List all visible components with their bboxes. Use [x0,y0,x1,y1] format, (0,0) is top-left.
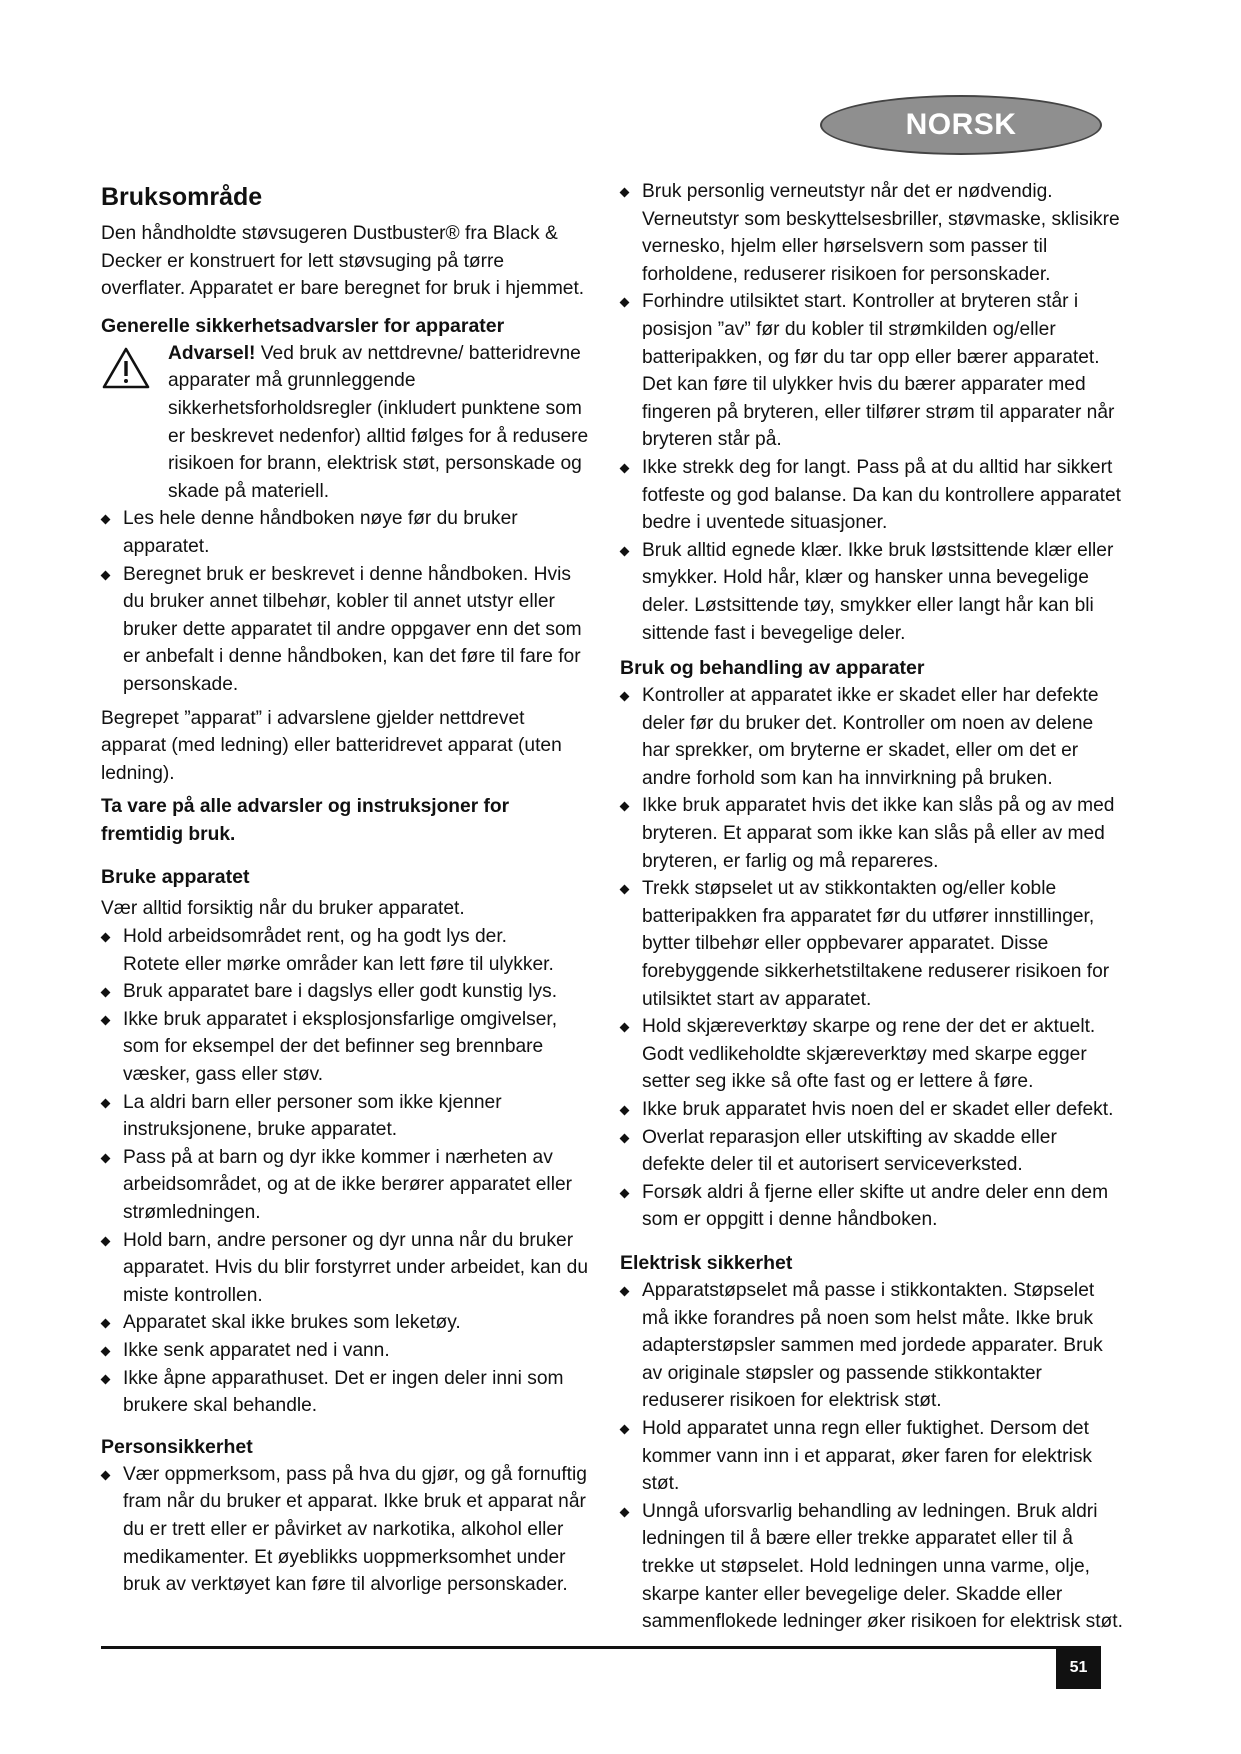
bullet-icon [620,1023,630,1033]
general-safety-heading: Generelle sikkerhetsadvarsler for apparater [101,314,505,337]
bullet-icon [101,988,111,998]
bullet-icon [101,933,111,943]
electrical-list [620,1277,1125,1636]
bullet-icon [620,1188,630,1198]
warning-triangle-icon [101,346,151,390]
bullet-icon [620,802,630,812]
list-item [620,537,1125,647]
list-item-text: Ikke strekk deg for langt. Pass på at du alltid har sikkert fotfeste og god balanse. Da kan du kontrollere apparatet bedre i uventede situasjoner. [642,456,1121,534]
bullet-icon [101,1347,111,1357]
list-item [620,875,1125,1013]
list-item-text: Kontroller at apparatet ikke er skadet eller har defekte deler før du bruker det. Kontroller om noen av delene har sprekker, om bryterne er skadet, eller om det er andre forhold som kan ha innvirkning på bruken. [642,685,1099,789]
list-item [101,1309,593,1337]
intro-paragraph: Den håndholdte støvsugeren Dustbuster® fra Black & Decker er konstruert for lett støvsuging på tørre overflater. Apparatet er bare beregnet for bruk i hjemmet. [101,223,585,300]
bullet-icon [620,1133,630,1143]
list-item [101,1461,593,1599]
list-item-text: Apparatet skal ikke brukes som leketøy. [123,1312,461,1334]
list-item-text: Unngå uforsvarlig behandling av ledningen. Bruk aldri ledningen til å bære eller trekke apparatet eller til å trekke ut støpselet. Hold ledningen unna varme, olje, skarpe kanter eller bevegelige deler. Skadde eller sammenflokede ledninger øker risikoen for elektrisk støt. [642,1500,1123,1633]
use-intro: Vær alltid forsiktig når du bruker apparatet. [101,898,465,920]
bullet-icon [101,1374,111,1384]
list-item-text: Bruk personlig verneutstyr når det er nødvendig. Verneutstyr som beskyttelsesbriller, støvmaske, sklisikre vernesko, hjelm eller hørselsvern som passer til forholdene, reduserer risikoen for personskader. [642,181,1120,285]
list-item [101,1365,593,1420]
bullet-icon [101,1470,111,1480]
list-item [101,1227,593,1310]
use-heading: Bruke apparatet [101,866,250,889]
bullet-icon [620,1507,630,1517]
bullet-icon [101,1098,111,1108]
bullet-icon [620,463,630,473]
list-item-text: Hold skjæreverktøy skarpe og rene der det er aktuelt. Godt vedlikeholdte skjæreverktøy med skarpe egger setter seg ikke så ofte fast og er lettere å føre. [642,1016,1096,1093]
use-list [101,923,593,1420]
list-item [620,454,1125,537]
electrical-heading: Elektrisk sikkerhet [620,1251,793,1274]
list-item-text: Ikke bruk apparatet hvis noen del er skadet eller defekt. [642,1099,1114,1120]
list-item-text: Pass på at barn og dyr ikke kommer i nærheten av arbeidsområdet, og at de ikke berører apparatet eller strømledningen. [123,1146,573,1223]
bullet-icon [620,1287,630,1297]
bullet-icon [101,515,111,525]
list-item-text: Hold apparatet unna regn eller fuktighet. Dersom det kommer vann inn i et apparat, øker faren for elektrisk støt. [642,1417,1093,1495]
bullet-icon [620,1106,630,1116]
list-item [101,923,593,978]
list-item [620,178,1125,288]
general-list [101,505,593,698]
list-item-text: Vær oppmerksom, pass på hva du gjør, og gå fornuftig fram når du bruker et apparat. Ikke bruk et apparat når du er trett eller er påvirket av narkotika, alkohol eller medikamenter. Et øyeblikks uoppmerksomhet under bruk av verktøyet kan føre til alvorlige personskader. [123,1463,587,1596]
page-title: Bruksområde [101,183,263,211]
language-badge: NORSK [820,95,1102,155]
list-item-text: Ikke åpne apparathuset. Det er ingen deler inni som brukere skal behandle. [123,1367,564,1417]
personal-list-continued [620,178,1125,647]
list-item [620,1179,1125,1234]
list-item [101,1006,593,1089]
bullet-icon [620,298,630,308]
list-item [620,792,1125,875]
list-item [101,978,593,1006]
bullet-icon [101,570,111,580]
bullet-icon [620,188,630,198]
list-item-text: Ikke senk apparatet ned i vann. [123,1339,390,1361]
right-column [620,178,1125,1636]
bullet-icon [620,1424,630,1434]
list-item-text: Les hele denne håndboken nøye før du bruker apparatet. [123,508,518,557]
list-item [620,1013,1125,1096]
bullet-icon [101,1319,111,1329]
bullet-icon [620,692,630,702]
list-item [620,1415,1125,1498]
bullet-icon [620,885,630,895]
list-item-text: Forhindre utilsiktet start. Kontroller at bryteren står i posisjon ”av” før du kobler til strømkilden og/eller batteripakken, og før du tar opp eller bærer apparatet. Det kan føre til ulykker hvis du bærer apparater med fingeren på bryteren, eller tilfører strøm til apparater når bryteren står på. [642,291,1115,451]
footer-rule [101,1646,1101,1649]
list-item-text: Apparatstøpselet må passe i stikkontakten. Støpselet må ikke forandres på noen som helst måte. Ikke bruk adapterstøpsler sammen med jordede apparater. Bruk av originale støpsler og passende stikkontakter reduserer risikoen for elektrisk støt. [642,1279,1103,1412]
list-item [620,1096,1125,1124]
warning-block [101,340,593,506]
bullet-icon [101,1015,111,1025]
keep-instructions: Ta vare på alle advarsler og instruksjoner for fremtidig bruk. [101,796,510,845]
list-item [101,1144,593,1227]
list-item-text: Overlat reparasjon eller utskifting av skadde eller defekte deler til et autorisert serviceverksted. [642,1126,1057,1176]
list-item-text: Bruk alltid egnede klær. Ikke bruk løstsittende klær eller smykker. Hold hår, klær og hansker unna bevegelige deler. Løstsittende tøy, smykker eller langt hår kan bli sittende fast i bevegelige deler. [642,539,1114,644]
list-item [101,561,593,699]
list-item-text: Beregnet bruk er beskrevet i denne håndboken. Hvis du bruker annet tilbehør, kobler til annet utstyr eller bruker dette apparatet til andre oppgaver enn det som er anbefalt i denne håndboken, kan det føre til fare for personskade. [123,563,582,695]
personal-safety-heading: Personsikkerhet [101,1435,253,1458]
bullet-icon [620,546,630,556]
list-item-text: Ikke bruk apparatet hvis det ikke kan slås på og av med bryteren. Et apparat som ikke kan slås på eller av med bryteren, er farlig og må repareres. [642,795,1115,872]
left-column [101,178,593,1599]
list-item [620,1124,1125,1179]
list-item-text: La aldri barn eller personer som ikke kjenner instruksjonene, bruke apparatet. [123,1091,502,1141]
list-item [101,505,593,560]
list-item-text: Forsøk aldri å fjerne eller skifte ut andre deler enn dem som er oppgitt i denne håndboken. [642,1181,1109,1231]
apparatus-note: Begrepet ”apparat” i advarslene gjelder nettdrevet apparat (med ledning) eller batteridrevet apparat (uten ledning). [101,707,562,784]
list-item [620,288,1125,454]
list-item [101,1337,593,1365]
bullet-icon [101,1236,111,1246]
list-item-text: Hold arbeidsområdet rent, og ha godt lys der. [123,926,507,948]
care-heading: Bruk og behandling av apparater [620,657,925,680]
personal-list [101,1461,593,1599]
warning-label: Advarsel! [168,342,256,364]
list-item-text: Hold barn, andre personer og dyr unna når du bruker apparatet. Hvis du blir forstyrret under arbeidet, kan du miste kontrollen. [123,1229,589,1306]
list-item-text: Trekk støpselet ut av stikkontakten og/eller koble batteripakken fra apparatet før du utfører innstillinger, bytter tilbehør eller oppbevarer apparatet. Disse forebyggende sikkerhetstiltakene reduserer risikoen for utilsiktet start av apparatet. [642,878,1110,1010]
list-item [620,1498,1125,1636]
list-item-subtext: Rotete eller mørke områder kan lett føre til ulykker. [123,953,554,975]
list-item [620,1277,1125,1415]
list-item-text: Ikke bruk apparatet i eksplosjonsfarlige omgivelser, som for eksempel der det befinner seg brennbare væsker, gass eller støv. [123,1008,558,1086]
list-item [101,1089,593,1144]
bullet-icon [101,1153,111,1163]
warning-text: Ved bruk av nettdrevne/ batteridrevne apparater må grunnleggende sikkerhetsforholdsregler (inkludert punktene som er beskrevet nedenfor) alltid følges for å redusere risikoen for brann, elektrisk støt, personskade og skade på materiell. [168,342,589,502]
page-number: 51 [1056,1647,1101,1689]
care-list [620,682,1125,1234]
list-item [620,682,1125,792]
list-item-text: Bruk apparatet bare i dagslys eller godt kunstig lys. [123,981,558,1003]
